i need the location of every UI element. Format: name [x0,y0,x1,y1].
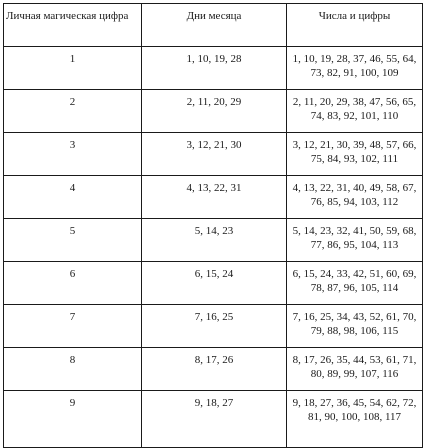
table-row [4,176,423,219]
cell-magic-digit: 7 [4,305,142,348]
cell-numbers: 6, 15, 24, 33, 42, 51, 60, 69, 78, 87, 96, 105, 114 [287,262,423,305]
cell-magic-digit: 9 [4,391,142,448]
table-row [4,305,423,348]
cell-numbers: 3, 12, 21, 30, 39, 48, 57, 66, 75, 84, 93, 102, 111 [287,133,423,176]
cell-numbers: 4, 13, 22, 31, 40, 49, 58, 67, 76, 85, 94, 103, 112 [287,176,423,219]
table-header [4,4,423,47]
header-numbers-and-digits: Числа и цифры [287,4,423,47]
cell-numbers: 1, 10, 19, 28, 37, 46, 55, 64, 73, 82, 91, 100, 109 [287,47,423,90]
cell-magic-digit: 5 [4,219,142,262]
cell-numbers: 5, 14, 23, 32, 41, 50, 59, 68, 77, 86, 95, 104, 113 [287,219,423,262]
cell-days: 8, 17, 26 [142,348,287,391]
table-row [4,348,423,391]
table-row [4,219,423,262]
cell-days: 4, 13, 22, 31 [142,176,287,219]
header-personal-magic-digit: Личная магическая цифра [4,4,142,47]
table-row [4,262,423,305]
cell-days: 9, 18, 27 [142,391,287,448]
table-row [4,391,423,448]
cell-magic-digit: 6 [4,262,142,305]
cell-days: 3, 12, 21, 30 [142,133,287,176]
numerology-table-container [3,3,423,448]
cell-days: 1, 10, 19, 28 [142,47,287,90]
header-days-of-month: Дни месяца [142,4,287,47]
numerology-table [3,3,423,448]
cell-numbers: 2, 11, 20, 29, 38, 47, 56, 65, 74, 83, 92, 101, 110 [287,90,423,133]
cell-magic-digit: 3 [4,133,142,176]
cell-numbers: 8, 17, 26, 35, 44, 53, 61, 71, 80, 89, 99, 107, 116 [287,348,423,391]
cell-numbers: 9, 18, 27, 36, 45, 54, 62, 72, 81, 90, 100, 108, 117 [287,391,423,448]
cell-days: 7, 16, 25 [142,305,287,348]
cell-magic-digit: 4 [4,176,142,219]
cell-numbers: 7, 16, 25, 34, 43, 52, 61, 70, 79, 88, 98, 106, 115 [287,305,423,348]
cell-days: 5, 14, 23 [142,219,287,262]
cell-days: 2, 11, 20, 29 [142,90,287,133]
cell-days: 6, 15, 24 [142,262,287,305]
cell-magic-digit: 1 [4,47,142,90]
cell-magic-digit: 2 [4,90,142,133]
table-row [4,133,423,176]
cell-magic-digit: 8 [4,348,142,391]
table-row [4,47,423,90]
header-row [4,4,423,47]
table-body [4,47,423,448]
table-row [4,90,423,133]
